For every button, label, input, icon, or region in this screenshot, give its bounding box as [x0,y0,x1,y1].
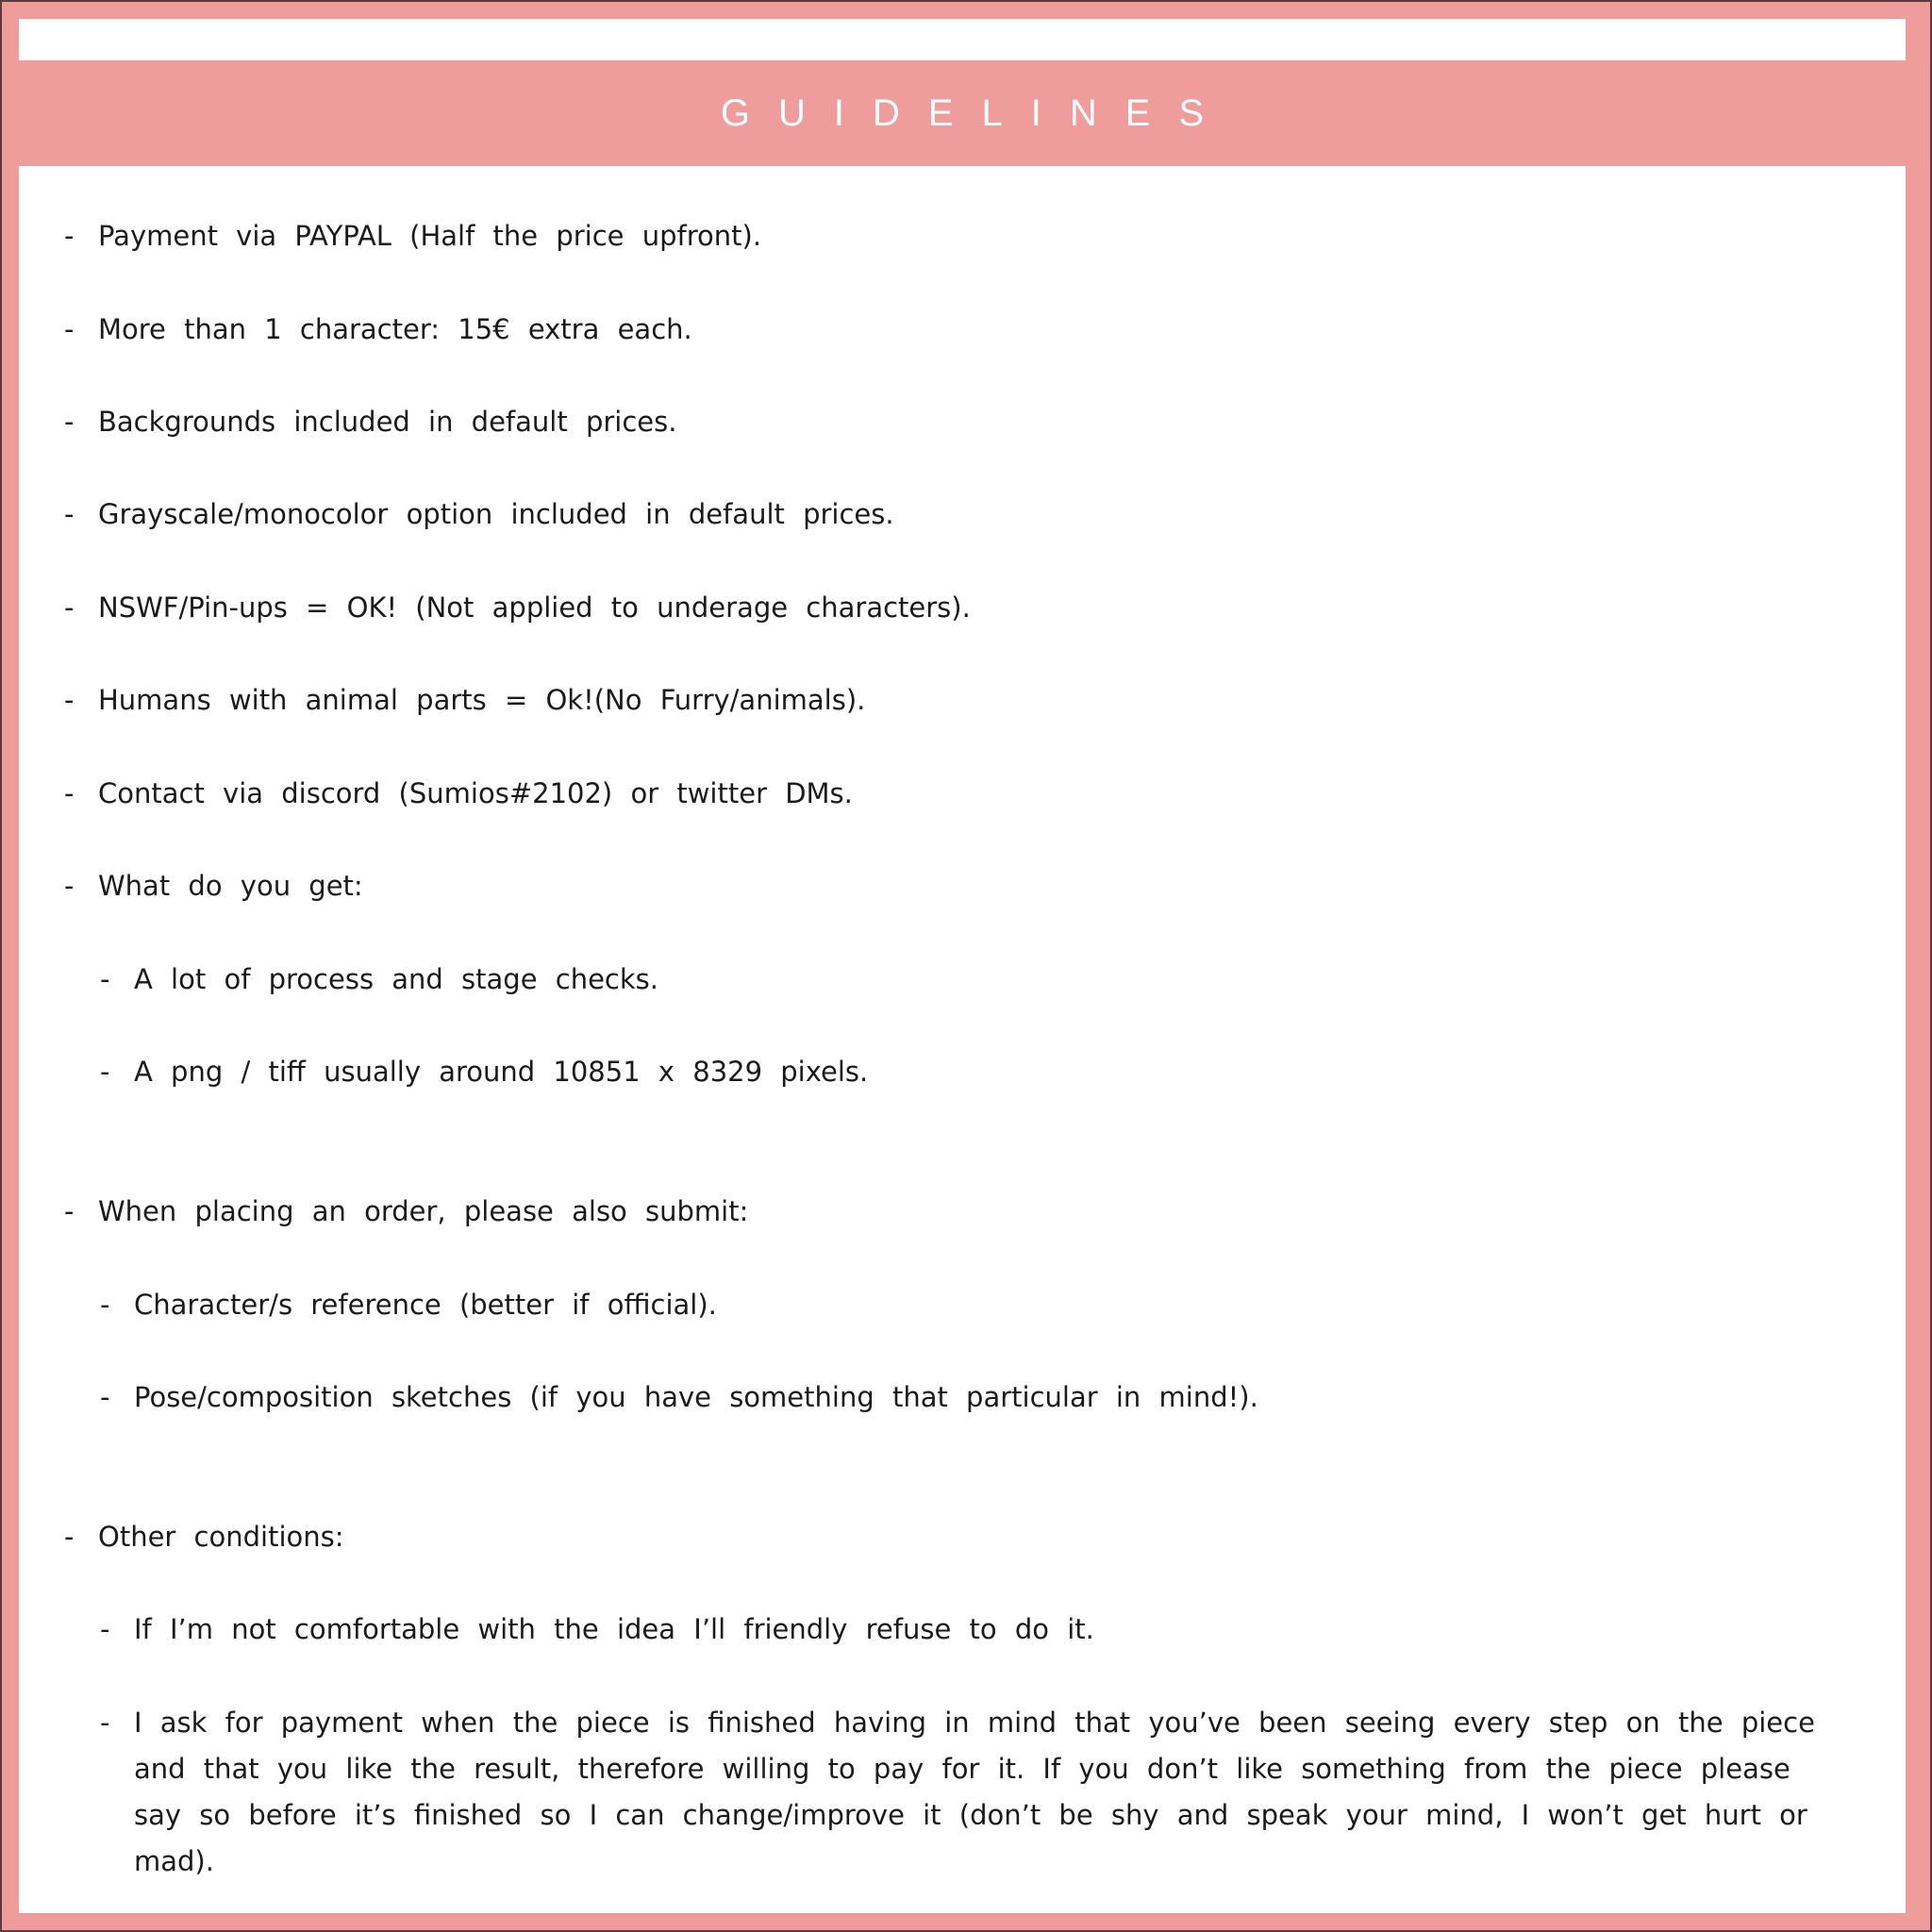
guideline-text: NSWF/Pin-ups = OK! (Not applied to underage characters). [98,591,971,624]
top-white-strip [19,19,1906,60]
guideline-item-other-conditions [64,1514,344,1560]
header-band [19,60,1906,166]
guideline-item-what-you-get [64,863,363,909]
guideline-text: Grayscale/monocolor option included in default prices. [98,498,894,530]
bullet-dash: - [64,870,75,902]
bullet-dash: - [100,963,110,995]
guideline-subitem-file-format [100,1049,868,1095]
guideline-text: More than 1 character: 15€ extra each. [98,313,692,345]
guideline-subitem-process-checks [100,957,658,1003]
guideline-item-nsfw [64,585,971,631]
guideline-item-payment [64,213,761,259]
guideline-item-extra-character [64,307,692,353]
bullet-dash: - [100,1381,110,1413]
bullet-dash: - [64,1195,75,1227]
guideline-item-grayscale [64,491,894,538]
bullet-dash: - [100,1707,110,1739]
bullet-dash: - [100,1056,110,1088]
guideline-text: Contact via discord (Sumios#2102) or twitter DMs. [98,777,853,809]
guideline-item-humans-animal-parts [64,677,865,724]
bullet-dash: - [64,591,75,624]
guideline-text: Other conditions: [98,1521,344,1553]
guideline-text: A png / tiff usually around 10851 x 8329 pixels. [134,1056,869,1088]
guideline-item-backgrounds [64,399,676,445]
page-title: GUIDELINES [720,92,1233,134]
bullet-dash: - [64,220,75,252]
bullet-dash: - [100,1613,110,1645]
guideline-text: When placing an order, please also submit: [98,1195,749,1227]
guideline-text: Pose/composition sketches (if you have something that particular in mind!). [134,1381,1258,1413]
bullet-dash: - [64,498,75,530]
guideline-subitem-pose-sketches [100,1374,1258,1421]
guideline-text: Character/s reference (better if official). [134,1289,717,1321]
bullet-dash: - [64,684,75,716]
guideline-item-contact [64,771,853,817]
bullet-dash: - [64,777,75,809]
guideline-subitem-payment-on-finish [100,1700,1836,1885]
bullet-dash: - [64,406,75,438]
guidelines-panel [19,166,1906,1913]
guideline-subitem-character-reference [100,1282,717,1328]
guideline-text: A lot of process and stage checks. [134,963,659,995]
guideline-text: Payment via PAYPAL (Half the price upfront). [98,220,762,252]
bullet-dash: - [100,1289,110,1321]
guideline-text: I ask for payment when the piece is finished having in mind that you’ve been seeing every step on the piece and that you like the result, therefore willing to pay for it. If you don’t like something from the piece please say so before it’s finished so I can change/improve it (don’t be shy and speak your mind, I won’t get hurt or mad). [134,1707,1815,1877]
guideline-subitem-refuse-idea [100,1607,1094,1653]
guideline-text: Humans with animal parts = Ok!(No Furry/animals). [98,684,866,716]
bullet-dash: - [64,1521,75,1553]
guideline-text: If I’m not comfortable with the idea I’ll friendly refuse to do it. [134,1613,1094,1645]
guideline-item-placing-order [64,1189,748,1235]
bullet-dash: - [64,313,75,345]
guideline-text: Backgrounds included in default prices. [98,406,677,438]
guideline-text: What do you get: [98,870,363,902]
